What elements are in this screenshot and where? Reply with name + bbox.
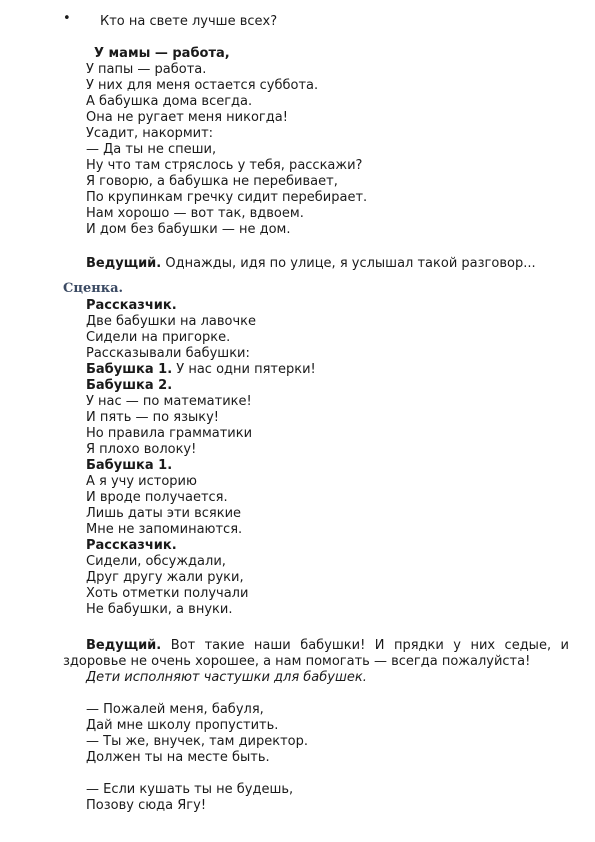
ditty-line: Должен ты на месте быть. <box>86 750 270 765</box>
poem-line: У папы — работа. <box>86 62 207 77</box>
ditty-line: — Ты же, внучек, там директор. <box>86 734 309 749</box>
speaker-grandma-1: Бабушка 1. <box>86 362 173 377</box>
scene-line: И пять — по языку! <box>86 410 220 425</box>
scene-line: У нас — по математике! <box>86 394 252 409</box>
scene-line: Я плохо волоку! <box>86 442 197 457</box>
scene-line: Друг другу жали руки, <box>86 570 244 585</box>
host-speaker: Ведущий. <box>86 638 162 653</box>
scene-line: А я учу историю <box>86 474 197 489</box>
scene-text: У нас одни пятерки! <box>172 362 316 377</box>
ditty-line: — Если кушать ты не будешь, <box>86 782 294 797</box>
host-text: Вот такие наши бабушки! И прядки у них седые, и здоровье не очень хорошее, а нам помогать — всегда пожалуйста! <box>63 638 569 669</box>
host-paragraph <box>63 638 569 670</box>
poem-line: Нам хорошо — вот так, вдвоем. <box>86 206 304 221</box>
host-speaker: Ведущий. <box>86 256 162 271</box>
scene-line: Рассказывали бабушки: <box>86 346 250 361</box>
scene-line: Но правила грамматики <box>86 426 253 441</box>
poem-line: У мамы — работа, <box>94 46 230 61</box>
scene-line: И вроде получается. <box>86 490 228 505</box>
scene-line: Сидели, обсуждали, <box>86 554 226 569</box>
scene-line: Хоть отметки получали <box>86 586 249 601</box>
scene-heading: Сценка. <box>63 281 124 296</box>
scene-line-grandma1 <box>86 362 316 378</box>
scene-line: Две бабушки на лавочке <box>86 314 256 329</box>
scene-line: Сидели на пригорке. <box>86 330 231 345</box>
scene-line: Не бабушки, а внуки. <box>86 602 233 617</box>
host-line-1 <box>86 256 536 272</box>
poem-line: Ну что там стряслось у тебя, расскажи? <box>86 158 363 173</box>
ditty-line: Позову сюда Ягу! <box>86 798 207 813</box>
poem-line: Усадит, накормит: <box>86 126 214 141</box>
scene-line: Мне не запоминаются. <box>86 522 243 537</box>
section-title: Кто на свете лучше всех? <box>100 14 278 29</box>
host-text: Однажды, идя по улице, я услышал такой разговор... <box>161 256 536 271</box>
poem-line: И дом без бабушки — не дом. <box>86 222 291 237</box>
bullet: • <box>63 11 71 26</box>
poem-line: По крупинкам гречку сидит перебирает. <box>86 190 368 205</box>
speaker-narrator: Рассказчик. <box>86 538 177 553</box>
speaker-grandma-1: Бабушка 1. <box>86 458 173 473</box>
poem-line: А бабушка дома всегда. <box>86 94 253 109</box>
stage-direction: Дети исполняют частушки для бабушек. <box>86 670 367 685</box>
poem-line: Я говорю, а бабушка не перебивает, <box>86 174 338 189</box>
scene-line: Лишь даты эти всякие <box>86 506 242 521</box>
poem-line: У них для меня остается суббота. <box>86 78 319 93</box>
ditty-line: — Пожалей меня, бабуля, <box>86 702 264 717</box>
poem-line: Она не ругает меня никогда! <box>86 110 288 125</box>
speaker-grandma-2: Бабушка 2. <box>86 378 173 393</box>
ditty-line: Дай мне школу пропустить. <box>86 718 279 733</box>
poem-line: — Да ты не спеши, <box>86 142 217 157</box>
speaker-narrator: Рассказчик. <box>86 298 177 313</box>
